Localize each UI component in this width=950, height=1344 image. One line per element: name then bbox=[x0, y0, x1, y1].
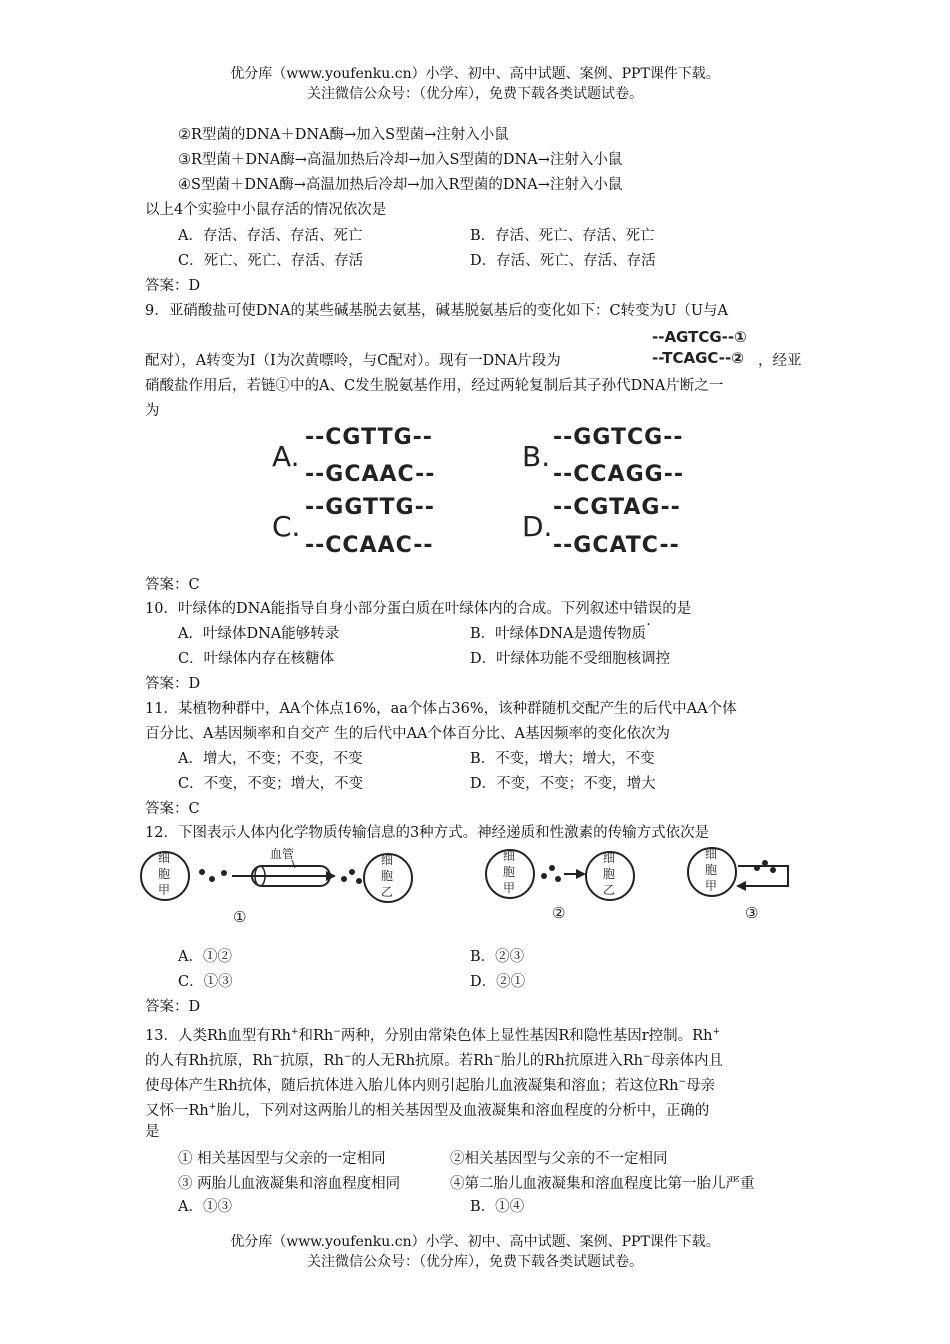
q9-dna-strand-2: --TCAGC--② bbox=[652, 349, 744, 367]
footer-line-1: 优分库（www.youfenku.cn）小学、初中、高中试题、案例、PPT课件下载。 bbox=[230, 1234, 720, 1250]
fig1-molecule bbox=[341, 876, 347, 882]
q13-stem-line-1 bbox=[145, 1021, 720, 1047]
q8-option-b: B．存活、死亡、存活、死亡 bbox=[470, 228, 655, 244]
q11-option-c: C．不变，不变；增大，不变 bbox=[178, 776, 364, 792]
q9-dna-strand-1: --AGTCG--① bbox=[652, 328, 747, 346]
q9-option-a-strand-1: --CGTTG-- bbox=[305, 425, 433, 450]
q13-l3a: 使母体产生Rh抗体，随后抗体进入胎儿体内则引起胎儿血液凝集和溶血；若这位Rh bbox=[145, 1077, 679, 1094]
q13-option-a: A．①③ bbox=[178, 1199, 232, 1215]
q13-l1c: 两种，分别由常染色体上显性基因R和隐性基因r控制。Rh bbox=[340, 1027, 713, 1044]
q13-l1b: 和Rh bbox=[298, 1027, 334, 1044]
q12-answer: 答案：D bbox=[145, 999, 201, 1015]
fig2-cell-b-char-3: 乙 bbox=[603, 883, 616, 897]
q13-stem-line-5: 是 bbox=[145, 1124, 160, 1140]
q11-stem-line-1: 11．某植物种群中，AA个体点16%，aa个体占36%，该种群随机交配产生的后代中AA个体 bbox=[145, 701, 737, 717]
q13-l2e: 母亲体内且 bbox=[650, 1052, 723, 1069]
q9-option-c-strand-2: --CCAAC-- bbox=[305, 533, 434, 558]
q8-option-a: A．存活、存活、存活、死亡 bbox=[178, 228, 363, 244]
fig2-cell-b-char-1: 细 bbox=[603, 851, 616, 865]
q9-option-a-label: A. bbox=[272, 440, 300, 473]
fig2-cell-a-char-2: 胞 bbox=[503, 865, 516, 879]
q13-option-b: B．①④ bbox=[470, 1199, 525, 1215]
q13-l2b: 抗原，Rh bbox=[280, 1052, 344, 1069]
q13-minus-sup: − bbox=[272, 1052, 281, 1062]
fig3-molecule bbox=[770, 867, 776, 873]
q8-experiment-4: ④S型菌＋DNA酶→高温加热后冷却→加入R型菌的DNA→注射入小鼠 bbox=[178, 177, 623, 193]
fig1-cell-b-char-1: 细 bbox=[381, 853, 394, 867]
fig2-molecule bbox=[555, 876, 561, 882]
q9-stem-line-4: 为 bbox=[145, 403, 160, 419]
q12-option-c: C．①③ bbox=[178, 974, 233, 990]
q11-answer: 答案：C bbox=[145, 801, 200, 817]
q9-stem-line-2: 配对），A转变为I（I为次黄嘌呤，与C配对）。现有一DNA片段为 bbox=[145, 353, 561, 369]
q12-transport-diagram bbox=[140, 846, 810, 936]
fig2-molecule bbox=[549, 865, 555, 871]
fig1-arrowhead bbox=[326, 871, 336, 881]
q10-stem-end: 的是 bbox=[662, 601, 692, 617]
q12-option-b: B．②③ bbox=[470, 949, 525, 965]
q9-option-c-strand-1: --GGTTG-- bbox=[305, 495, 435, 520]
header-line-1: 优分库（www.youfenku.cn）小学、初中、高中试题、案例、PPT课件下载。 bbox=[230, 66, 720, 82]
fig1-molecule bbox=[356, 878, 362, 884]
q13-l2a: 的人有Rh抗原，Rh bbox=[145, 1052, 273, 1069]
fig1-cell-a-char-3: 甲 bbox=[158, 883, 171, 897]
q8-option-d: D．存活、死亡、存活、存活 bbox=[470, 253, 656, 269]
q13-stem-line-4 bbox=[145, 1096, 709, 1122]
q13-l4b: 胎儿，下列对这两胎儿的相关基因型及血液凝集和溶血程度的分析中，正确的 bbox=[216, 1102, 710, 1119]
q11-option-a: A．增大，不变；不变，不变 bbox=[178, 751, 363, 767]
q10-option-c: C．叶绿体内存在核糖体 bbox=[178, 651, 335, 667]
q9-option-d-strand-1: --CGTAG-- bbox=[553, 495, 681, 520]
q13-statement-1: ① 相关基因型与父亲的一定相同 bbox=[178, 1151, 386, 1167]
q10-stem bbox=[145, 598, 691, 620]
header-line-2: 关注微信公众号：（优分库），免费下载各类试题试卷。 bbox=[307, 86, 643, 102]
q10-stem-start: 10．叶绿体的DNA能指导自身小部分蛋白质在叶绿体内的合成。下列叙述中 bbox=[145, 601, 634, 617]
fig1-label: ① bbox=[233, 908, 247, 926]
fig2-arrowhead bbox=[576, 869, 586, 879]
q13-stem-line-3 bbox=[145, 1071, 715, 1097]
q9-stem-line-1: 9．亚硝酸盐可使DNA的某些碱基脱去氨基，碱基脱氨基后的变化如下：C转变为U（U与A bbox=[145, 303, 729, 319]
q13-statement-4: ④第二胎儿血液凝集和溶血程度比第一胎儿严重 bbox=[450, 1176, 755, 1192]
fig2-cell-b-char-2: 胞 bbox=[603, 867, 616, 881]
q13-minus-sup: − bbox=[678, 1077, 687, 1087]
fig3-cell-a-char-2: 胞 bbox=[705, 863, 718, 877]
q13-statement-3: ③ 两胎儿血液凝集和溶血程度相同 bbox=[178, 1176, 401, 1192]
fig1-molecule bbox=[221, 870, 227, 876]
fig1-molecule bbox=[349, 869, 355, 875]
q13-stem-line-2 bbox=[145, 1046, 723, 1072]
q10-option-d: D．叶绿体功能不受细胞核调控 bbox=[470, 651, 671, 667]
fig1-vessel-label: 血管 bbox=[270, 847, 295, 861]
fig1-cell-a-char-2: 胞 bbox=[158, 867, 171, 881]
q9-option-a-strand-2: --GCAAC-- bbox=[305, 462, 436, 487]
q10-option-a: A．叶绿体DNA能够转录 bbox=[178, 626, 340, 642]
fig3-cell-a-char-1: 细 bbox=[705, 847, 718, 861]
q8-experiment-3: ③R型菌＋DNA酶→高温加热后冷却→加入S型菌的DNA→注射入小鼠 bbox=[178, 152, 623, 168]
q11-option-b: B．不变，增大；增大，不变 bbox=[470, 751, 655, 767]
q13-l3b: 母亲 bbox=[686, 1077, 716, 1094]
fig2-label: ② bbox=[552, 904, 566, 922]
q13-minus-sup: − bbox=[333, 1027, 341, 1037]
q9-stem-line-2-end: ，经亚 bbox=[758, 353, 802, 369]
q12-stem: 12．下图表示人体内化学物质传输信息的3种方式。神经递质和性激素的传输方式依次是 bbox=[145, 825, 710, 841]
fig3-arrowhead bbox=[736, 881, 746, 891]
fig2-cell-a-char-1: 细 bbox=[503, 849, 516, 863]
q10-option-b: B．叶绿体DNA是遗传物质 bbox=[470, 626, 646, 642]
q11-stem-line-2: 百分比、A基因频率和自交产 生的后代中AA个体百分比、A基因频率的变化依次为 bbox=[145, 726, 670, 742]
q9-option-b-strand-1: --GGTCG-- bbox=[553, 425, 684, 450]
q10-answer: 答案：D bbox=[145, 676, 201, 692]
q13-l2c: 的人无Rh抗原。若Rh bbox=[351, 1052, 494, 1069]
q9-option-c-label: C. bbox=[272, 510, 301, 543]
fig2-molecule bbox=[541, 873, 547, 879]
q13-l1a: 13．人类Rh血型有Rh bbox=[145, 1027, 291, 1044]
footer-line-2: 关注微信公众号：（优分库），免费下载各类试题试卷。 bbox=[307, 1254, 643, 1270]
q11-option-d: D．不变，不变；不变，增大 bbox=[470, 776, 656, 792]
q8-answer: 答案：D bbox=[145, 278, 201, 294]
q13-l4a: 又怀一Rh bbox=[145, 1102, 209, 1119]
fig1-cell-b-char-3: 乙 bbox=[381, 885, 394, 899]
q9-option-d-label: D. bbox=[522, 510, 553, 543]
fig1-cell-a-char-1: 细 bbox=[158, 851, 171, 865]
fig3-cell-a-char-3: 甲 bbox=[705, 879, 718, 893]
q10-stem-emphasis: 错误 bbox=[633, 601, 663, 617]
fig1-molecule bbox=[199, 869, 205, 875]
q13-minus-sup: − bbox=[343, 1052, 352, 1062]
fig1-molecule bbox=[209, 876, 215, 882]
q9-answer: 答案：C bbox=[145, 577, 200, 593]
q13-l2d: 胎儿的Rh抗原进入Rh bbox=[500, 1052, 643, 1069]
q8-experiment-2: ②R型菌的DNA＋DNA酶→加入S型菌→注射入小鼠 bbox=[178, 127, 509, 143]
fig1-cell-b-char-2: 胞 bbox=[381, 869, 394, 883]
q13-plus-sup: + bbox=[208, 1102, 217, 1112]
q8-question: 以上4个实验中小鼠存活的情况依次是 bbox=[145, 202, 387, 218]
fig2-cell-a-char-3: 甲 bbox=[503, 881, 516, 895]
q9-option-b-strand-2: --CCAGG-- bbox=[553, 462, 684, 487]
q12-option-d: D．②① bbox=[470, 974, 526, 990]
q9-option-b-label: B. bbox=[522, 440, 551, 473]
q13-plus-sup: + bbox=[290, 1027, 299, 1037]
q13-plus-sup: + bbox=[712, 1027, 720, 1037]
q13-minus-sup: − bbox=[493, 1052, 501, 1062]
fig3-label: ③ bbox=[745, 904, 759, 922]
q13-minus-sup: − bbox=[642, 1052, 651, 1062]
q9-stem-line-3: 硝酸盐作用后，若链①中的A、C发生脱氨基作用，经过两轮复制后其子孙代DNA片断之一 bbox=[145, 378, 724, 394]
q8-option-c: C．死亡、死亡、存活、存活 bbox=[178, 253, 364, 269]
q9-option-d-strand-2: --GCATC-- bbox=[553, 533, 680, 558]
q13-statement-2: ②相关基因型与父亲的不一定相同 bbox=[450, 1151, 668, 1167]
q12-option-a: A．①② bbox=[178, 949, 232, 965]
